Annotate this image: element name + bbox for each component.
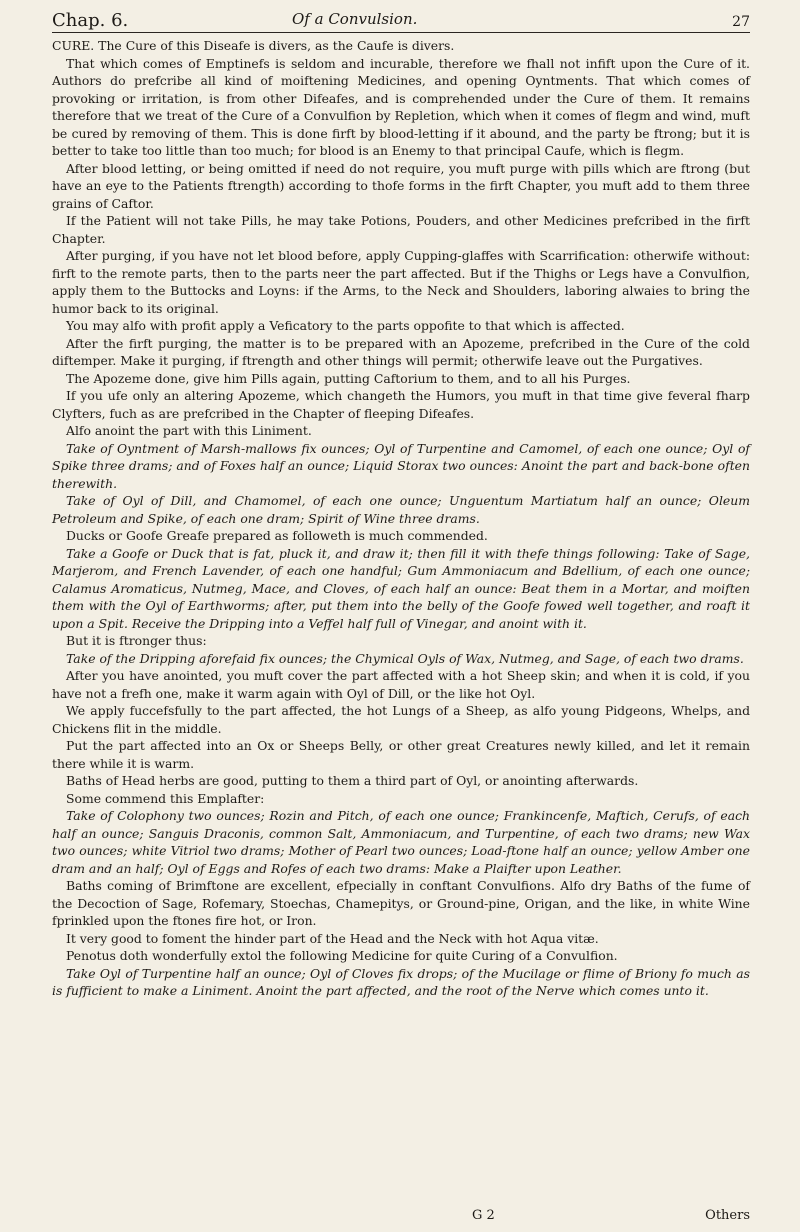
paragraph: We apply fuccefsfully to the part affected, the hot Lungs of a Sheep, as alfo young Pidgeons, Whelps, and Chickens flit in the middle. <box>52 703 750 736</box>
recipe-paragraph: Take of the Dripping aforefaid fix ounces; the Chymical Oyls of Wax, Nutmeg, and Sage, of each two drams. <box>66 650 744 666</box>
paragraph: It very good to foment the hinder part of the Head and the Neck with hot Aqua vitæ. <box>66 930 599 946</box>
paragraph: After the firft purging, the matter is to be prepared with an Apozeme, prefcribed in the Cure of the cold diftemper. Make it purging, if ftrength and other things will permit; otherwife leave out the Purgatives. <box>52 335 750 368</box>
paragraph: After blood letting, or being omitted if need do not require, you muft purge with pills which are ftrong (but have an eye to the Patients ftrength) according to thofe forms in the firft Chapter, you muft add to them three grains of Caftor. <box>52 160 750 211</box>
paragraph: After purging, if you have not let blood before, apply Cupping-glaffes with Scarrification: otherwife without: firft to the remote parts, then to the parts neer the part affected. But if the Thighs or Legs have a Convulfion, apply them to the Buttocks and Loyns: if the Arms, to the Neck and Shoulders, laboring alwaies to bring the humor back to its original. <box>52 248 750 316</box>
header-rule <box>52 32 750 33</box>
paragraph: The Apozeme done, give him Pills again, putting Caftorium to them, and to all his Purges. <box>66 370 631 386</box>
paragraph: You may alfo with profit apply a Veficatory to the parts oppofite to that which is affected. <box>66 318 625 333</box>
paragraph: If you ufe only an altering Apozeme, which changeth the Humors, you muft in that time give feveral fharp Clyfters, fuch as are prefcribed in the Chapter of fleeping Difeafes. <box>52 388 750 421</box>
paragraph: Baths coming of Brimftone are excellent, efpecially in conftant Convulfions. Alfo dry Baths of the fume of the Decoction of Sage, Rofemary, Stoechas, Chamepitys, or Ground-pine, Origan, and the like, in white Wine fprinkled upon the ftones fire hot, or Iron. <box>52 878 750 928</box>
running-title: Of a Convulsion. <box>292 10 418 28</box>
paragraph: Put the part affected into an Ox or Sheeps Belly, or other great Creatures newly killed, and let it remain there while it is warm. <box>52 738 750 771</box>
recipe-paragraph: Take Oyl of Turpentine half an ounce; Oyl of Cloves fix drops; of the Mucilage or flime of Briony fo much as is fufficient to make a Liniment. Anoint the part affected, and the root of the Nerve which comes unto it. <box>52 965 750 998</box>
recipe-paragraph: Take of Oyl of Dill, and Chamomel, of each one ounce; Unguentum Martiatum half an ounce; Oleum Petroleum and Spike, of each one dram; Spirit of Wine three drams. <box>52 493 750 526</box>
paragraph: If the Patient will not take Pills, he may take Potions, Pouders, and other Medicines prefcribed in the firft Chapter. <box>52 213 750 246</box>
paragraph: Penotus doth wonderfully extol the following Medicine for quite Curing of a Convulfion. <box>66 948 618 963</box>
running-header <box>52 6 750 32</box>
paragraph: Alfo anoint the part with this Liniment. <box>66 423 312 438</box>
body-text <box>52 37 750 1000</box>
paragraph: Baths of Head herbs are good, putting to them a third part of Oyl, or anointing afterwards. <box>66 773 639 788</box>
chapter-label: Chap. 6. <box>52 10 129 31</box>
paragraph: CURE. The Cure of this Diseafe is divers, as the Caufe is divers. <box>52 38 455 53</box>
recipe-paragraph: Take of Oyntment of Marsh-mallows fix ounces; Oyl of Turpentine and Camomel, of each one ounce; Oyl of Spike three drams; and of Foxes half an ounce; Liquid Storax two ounces: Anoint the part and back-bone often therewith. <box>52 440 750 491</box>
paragraph: Some commend this Emplafter: <box>66 790 265 806</box>
catchword: Others <box>705 1208 750 1223</box>
paragraph: That which comes of Emptinefs is seldom and incurable, therefore we fhall not infift upon the Cure of it. Authors do prefcribe all kind of moiftening Medicines, and opening Oyntments. That which comes of provoking or irritation, is from other Difeafes, and is comprehended under the Cure of them. It remains therefore that we treat of the Cure of a Convulfion by Repletion, which when it comes of flegm and wind, muft be cured by removing of them. This is done firft by blood-letting if it abound, and the party be ftrong; but it is better to take too little than too much; for blood is an Enemy to that principal Caufe, which is flegm. <box>52 55 750 158</box>
page-footer <box>52 1208 750 1228</box>
recipe-paragraph: Take a Goofe or Duck that is fat, pluck it, and draw it; then fill it with thefe things following: Take of Sage, Marjerom, and French Lavender, of each one handful; Gum Ammoniacum and Bdellium, of each one ounce; Calamus Aromaticus, Nutmeg, Mace, and Cloves, of each half an ounce: Beat them in a Mortar, and moiften them with the Oyl of Earthworms; after, put them into the belly of the Goofe fowed well together, and roaft it upon a Spit. Receive the Dripping into a Veffel half full of Vinegar, and anoint with it. <box>52 545 750 631</box>
paragraph: After you have anointed, you muft cover the part affected with a hot Sheep skin; and when it is cold, if you have not a frefh one, make it warm again with Oyl of Dill, or the like hot Oyl. <box>52 668 750 701</box>
paragraph: Ducks or Goofe Greafe prepared as followeth is much commended. <box>66 528 488 543</box>
paragraph: But it is ftronger thus: <box>66 633 207 648</box>
signature-mark: G 2 <box>472 1208 495 1223</box>
recipe-paragraph: Take of Colophony two ounces; Rozin and Pitch, of each one ounce; Frankincenfe, Maftich, Cerufs, of each half an ounce; Sanguis Draconis, common Salt, Ammoniacum, and Turpentine, of each two drams; new Wax two ounces; white Vitriol two drams; Mother of Pearl two ounces; Load-ftone half an ounce; yellow Amber one dram and an half; Oyl of Eggs and Rofes of each two drams: Make a Plaifter upon Leather. <box>52 808 750 876</box>
page-number: 27 <box>732 14 750 30</box>
